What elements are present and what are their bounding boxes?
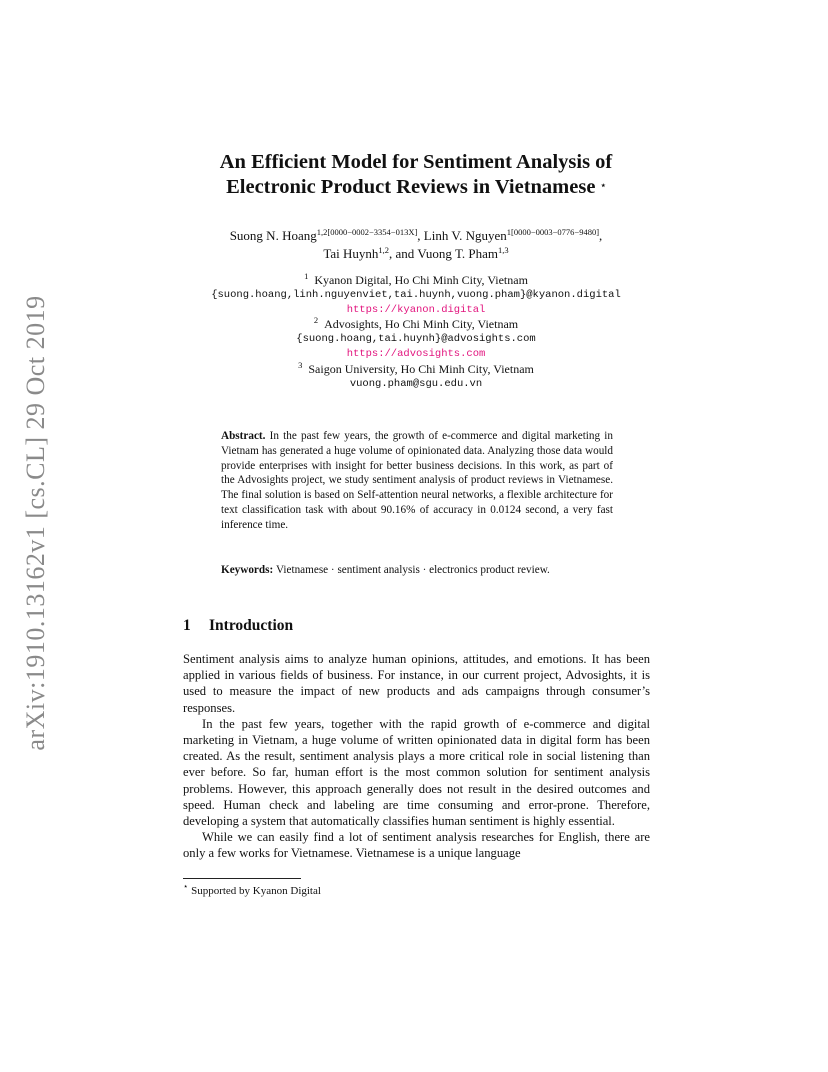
affiliation-1-name: Kyanon Digital, Ho Chi Minh City, Vietnam — [314, 273, 528, 287]
author-list — [140, 227, 692, 263]
arxiv-identifier: arXiv:1910.13162v1 [cs.CL] 29 Oct 2019 — [21, 295, 50, 751]
affiliations — [140, 273, 692, 391]
affiliation-1-number: 1 — [304, 271, 309, 281]
title-line-2: Electronic Product Reviews in Vietnamese — [226, 176, 596, 198]
author-separator: , — [599, 228, 603, 243]
section-number: 1 — [183, 617, 191, 634]
title-footnote-mark: ⋆ — [600, 180, 606, 190]
paragraph: In the past few years, together with the rapid growth of e-commerce and digital marketing in Vietnam, a huge volume of written opinionated data in digital form has been created. As the result, sentiment analysis plays a more critical role in social listening than ever before. So far, human effort is the most common solution for sentiment analysis problems. However, this approach generally does not result in the desired outcomes and speed. Human check and labeling are time consuming and error-prone. Therefore, developing a system that automatically classifies human sentiment is highly essential. — [183, 716, 650, 829]
affiliation-2-name: Advosights, Ho Chi Minh City, Vietnam — [324, 317, 519, 332]
section-title: Introduction — [209, 617, 294, 634]
affiliation-2-number: 2 — [313, 315, 319, 326]
affiliation-3-number: 3 — [298, 359, 303, 370]
title-line-1: An Efficient Model for Sentiment Analysis of — [219, 151, 613, 173]
affiliation-2-url[interactable]: https://advosights.com — [346, 347, 486, 360]
affiliation-1-url[interactable]: https://kyanon.digital — [346, 303, 486, 316]
affiliation-3-name: Saigon University, Ho Chi Minh City, Vietnam — [308, 361, 534, 376]
footnote-text: Supported by Kyanon Digital — [191, 885, 321, 897]
keywords-text: Vietnamese · sentiment analysis · electronics product review. — [276, 564, 550, 576]
footnote — [183, 881, 321, 897]
author-2-affiliation: 1[0000−0003−0776−9480] — [506, 227, 600, 237]
abstract-label: Abstract. — [221, 430, 266, 442]
keywords — [221, 563, 613, 578]
paper-title — [140, 150, 692, 200]
author-3: Tai Huynh — [323, 246, 379, 261]
arxiv-sidebar — [14, 288, 58, 758]
affiliation-2-email: {suong.hoang,tai.huynh}@advosights.com — [296, 333, 536, 346]
author-3-affiliation: 1,2 — [378, 245, 390, 255]
paragraph: While we can easily find a lot of sentiment analysis researches for English, there are only a few works for Vietnamese. Vietnamese is a unique language — [183, 830, 650, 861]
author-1-affiliation: 1,2[0000−0002−3354−013X] — [316, 227, 418, 237]
paragraph: Sentiment analysis aims to analyze human opinions, attitudes, and emotions. It has been applied in various fields of business. For instance, in our current project, Advosights, it is used to measure the impact of new products and ads campaigns through consumer’s responses. — [183, 652, 650, 715]
affiliation-3-email: vuong.pham@sgu.edu.vn — [349, 377, 483, 390]
abstract — [221, 429, 613, 533]
author-4-affiliation: 1,3 — [498, 245, 509, 255]
affiliation-1-email: {suong.hoang,linh.nguyenviet,tai.huynh,vuong.pham}@kyanon.digital — [211, 288, 621, 301]
footnote-mark: ⋆ — [183, 881, 189, 891]
abstract-text: In the past few years, the growth of e-commerce and digital marketing in Vietnam has generated a huge volume of opinionated data. Analyzing those data would provide enterprises with insight for better business decisions. In this work, as part of the Advosights project, we study sentiment analysis of product reviews in Vietnamese. The final solution is based on Self-attention neural networks, a flexible architecture for text classification task with about 90.16% of accuracy in 0.0124 second, a very fast inference time. — [221, 430, 613, 531]
footnote-divider — [183, 878, 301, 879]
keywords-label: Keywords: — [221, 564, 274, 576]
introduction-body — [183, 651, 650, 862]
section-heading — [183, 617, 293, 635]
author-4: , and Vuong T. Pham — [389, 246, 499, 261]
author-2: , Linh V. Nguyen — [417, 228, 507, 243]
author-1: Suong N. Hoang — [229, 228, 317, 243]
